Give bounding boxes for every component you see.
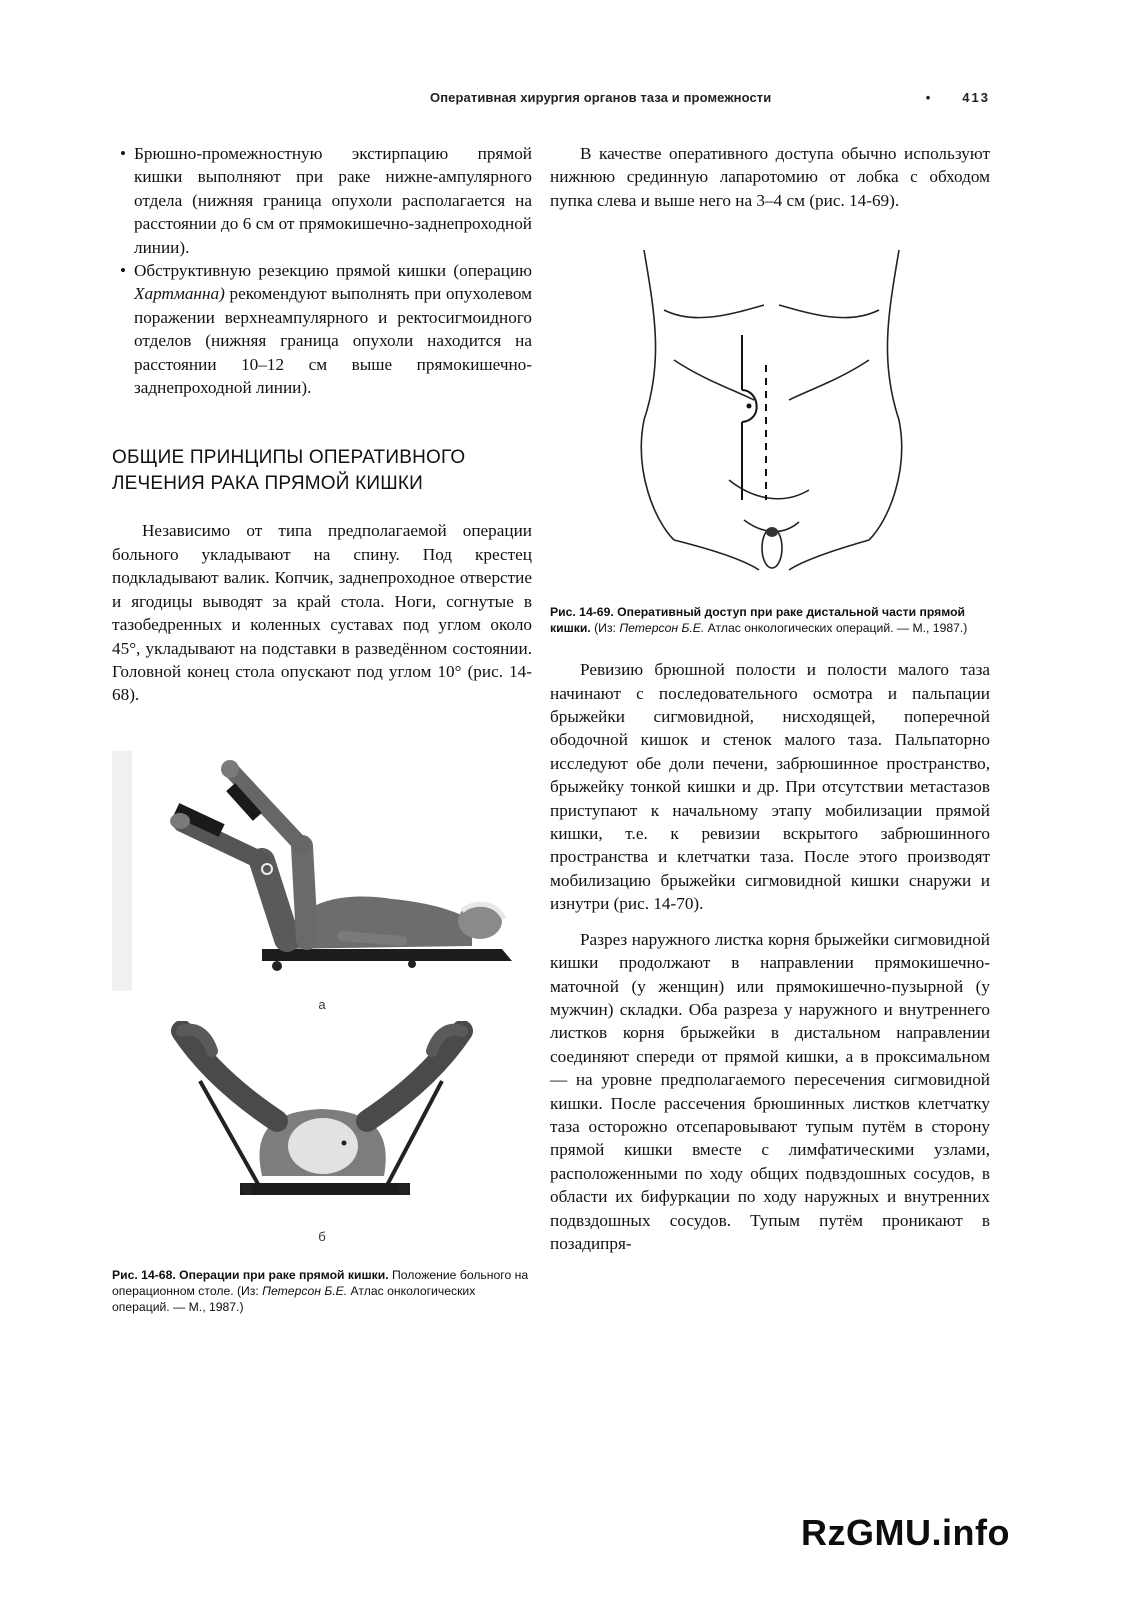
bullet-item-extirpation	[112, 142, 532, 259]
running-title: Оперативная хирургия органов таза и промежности	[430, 90, 772, 105]
bullet-list	[112, 142, 532, 399]
figure-14-68a	[112, 751, 532, 1012]
section-heading	[112, 445, 532, 497]
section-heading-line2: ЛЕЧЕНИЯ РАКА ПРЯМОЙ КИШКИ	[112, 473, 423, 495]
left-column	[112, 142, 532, 1315]
body-paragraph-revision: Ревизию брюшной полости и полости малого таза начинают с последовательного осмотра и пальпации брыжейки сигмовидной, нисходящей, поперечной ободочной кишок и стенок малого таза. Пальпаторно исследуют обе доли печени, забрюшинное пространство, брыжейку тонкой кишки и др. При отсутствии метастазов приступают к начальному этапу мобилизации прямой кишки, т.е. к ревизии вскрытого забрюшинного пространства и клетчатки таза. После этого производят мобилизацию брыжейки сигмовидной кишки снаружи и изнутри (рис. 14-70).	[550, 660, 990, 914]
figure-14-69	[634, 250, 914, 580]
figure-label-a: а	[318, 996, 326, 1012]
caption-label: Рис. 14-69. Оперативный доступ при раке дистальной части прямой кишки.	[550, 605, 966, 636]
bullet-text-end: рекомендуют выполнять при опухолевом поражении верхнеампулярного и ректосигмоидного отделов (нижняя граница опухоли находится на расстоянии 10–12 см выше прямокишечно-заднепроходной линии).	[134, 284, 532, 398]
page-number: 413	[962, 90, 990, 105]
bullet-marker: •	[120, 144, 127, 163]
caption-source-author: Петерсон Б.Е.	[619, 621, 705, 636]
section-heading-line1: ОБЩИЕ ПРИНЦИПЫ ОПЕРАТИВНОГО	[112, 447, 466, 469]
running-header	[430, 90, 990, 105]
figure-label-b: б	[318, 1228, 326, 1244]
bullet-text-italic: Хартманна)	[134, 284, 225, 304]
bullet-marker: •	[120, 261, 127, 281]
site-watermark: RzGMU.info	[801, 1512, 1010, 1553]
patient-on-table-lithotomy-illustration	[112, 751, 532, 991]
caption-label: Рис. 14-68. Операции при раке прямой кишки.	[112, 1267, 389, 1282]
figure-14-69-caption	[550, 604, 990, 636]
bullet-text: Брюшно-промежностную экстирпацию прямой кишки выполняют при раке нижне-ампулярного отдела (нижняя граница опухоли располагается на расстоянии до 6 см от прямокишечно-заднепроходной линии).	[134, 144, 532, 257]
figure-14-68b	[112, 1021, 532, 1244]
bullet-item-hartmann	[112, 259, 532, 399]
abdomen-incision-illustration	[634, 250, 914, 580]
body-paragraph-positioning: Независимо от типа предполагаемой операции больного укладывают на спину. Под крестец подкладывают валик. Копчик, заднепроходное отверстие и ягодицы выводят за край стола. Ноги, согнутые в тазобедренных и коленных суставах под углом около 45°, укладывают на подставки в разведённом состоянии. Головной конец стола опускают под углом 10° (рис. 14-68).	[112, 521, 532, 705]
caption-text: Положение больного на операционном столе. (Из:	[112, 1267, 529, 1298]
caption-text-end: Атлас онкологических операций. — М., 1987.)	[704, 621, 968, 636]
caption-text: (Из:	[590, 621, 620, 636]
body-paragraph-access: В качестве оперативного доступа обычно используют нижнюю срединную лапаротомию от лобка с обходом пупка слева и выше него на 3–4 см (рис. 14-69).	[550, 144, 990, 210]
caption-source-author: Петерсон Б.Е.	[262, 1283, 348, 1298]
header-separator: •	[925, 90, 931, 105]
body-paragraph-incision: Разрез наружного листка корня брыжейки сигмовидной кишки продолжают в направлении прямокишечно-маточной (у женщин) или прямокишечно-пузырной (у мужчин) складки. Оба разреза у наружного и внутреннего листков корня брыжейки в дистальном направлении соединяют спереди от прямой кишки, а в проксимальном — на уровне предполагаемого пересечения сигмовидной кишки. После рассечения брюшинных листков клетчатку таза осторожно отсепаровывают тупым путём в сторону прямой кишки вместе с лимфатическими узлами, расположенными по ходу общих подвздошных сосудов, в области их бифуркации по ходу наружных и внутренних подвздошных сосудов. Тупым путём проникают в позадипря-	[550, 929, 990, 1253]
right-column	[550, 142, 990, 1255]
bullet-text-start: Обструктивную резекцию прямой кишки (операцию	[134, 261, 532, 281]
caption-text-end: Атлас онкологических операций. — М., 1987.)	[112, 1283, 476, 1314]
figure-14-68-caption	[112, 1267, 532, 1315]
patient-frontal-lithotomy-illustration	[112, 1021, 532, 1221]
